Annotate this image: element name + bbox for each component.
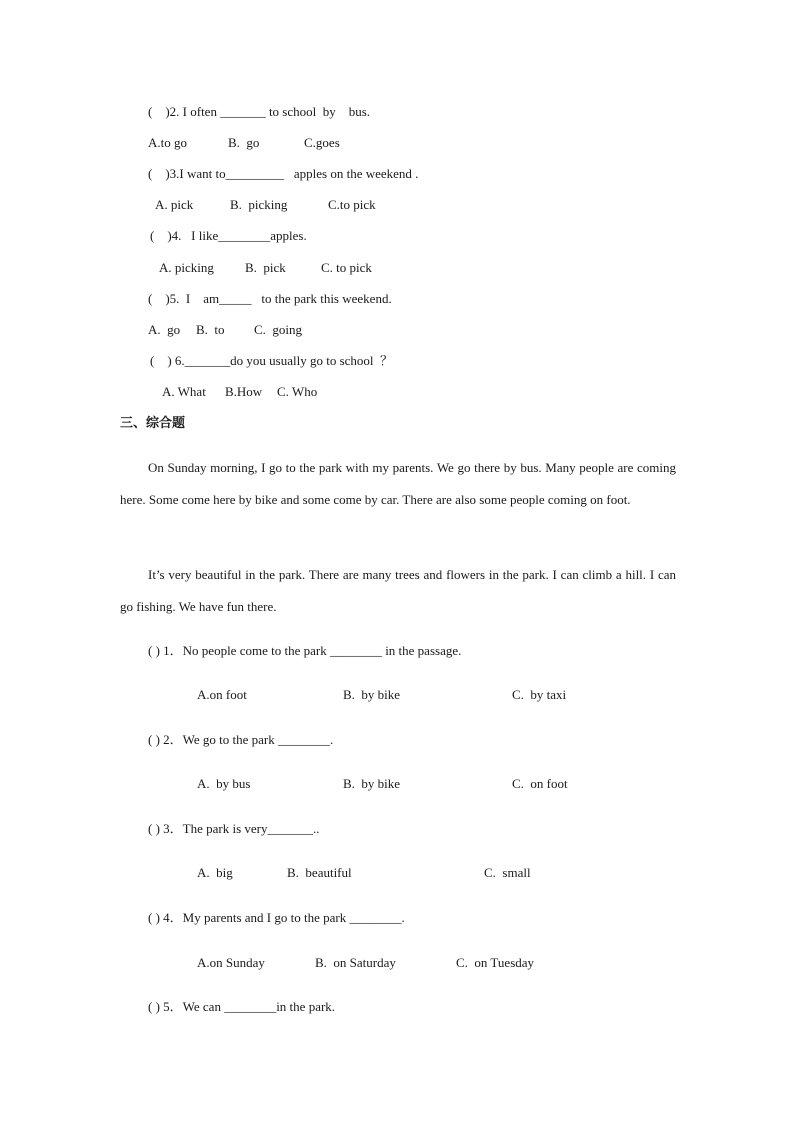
question-4-option-a: A. picking bbox=[159, 260, 214, 275]
question-2-option-a: A.to go bbox=[148, 135, 187, 150]
reading-question-2-option-c: C. on foot bbox=[512, 776, 568, 791]
reading-question-1-option-a: A.on foot bbox=[197, 687, 247, 702]
question-2-option-c: C.goes bbox=[304, 135, 340, 150]
passage-paragraph-2: It’s very beautiful in the park. There are many trees and flowers in the park. I can climb a hill. I can go fishing. We have fun there. bbox=[120, 567, 676, 614]
reading-question-2-option-a: A. by bus bbox=[197, 776, 251, 791]
question-4-option-c: C. to pick bbox=[321, 260, 372, 275]
question-2-option-b: B. go bbox=[228, 135, 260, 150]
reading-question-3-option-b: B. beautiful bbox=[287, 865, 352, 880]
question-4-option-b: B. pick bbox=[245, 260, 286, 275]
question-6-option-b: B.How bbox=[225, 384, 263, 399]
question-6-option-c: C. Who bbox=[277, 384, 318, 399]
question-3-option-c: C.to pick bbox=[328, 197, 376, 212]
passage-paragraph-1: On Sunday morning, I go to the park with my parents. We go there by bus. Many people are coming here. Some come here by bike and some come by car. There are also some people coming on foot. bbox=[120, 460, 676, 507]
question-2-stem: ( )2. I often _______ to school by bus. bbox=[148, 104, 371, 119]
question-3-option-b: B. picking bbox=[230, 197, 288, 212]
question-4-stem: ( )4. I like________apples. bbox=[150, 228, 307, 243]
question-5-option-c: C. going bbox=[254, 322, 303, 337]
reading-question-4-stem: ( ) 4．My parents and I go to the park ________. bbox=[148, 910, 405, 925]
reading-question-5-stem: ( ) 5．We can ________in the park. bbox=[148, 999, 336, 1014]
reading-question-1-stem: ( ) 1．No people come to the park ________ in the passage. bbox=[148, 643, 462, 658]
reading-question-1-option-c: C. by taxi bbox=[512, 687, 567, 702]
question-5-option-a: A. go bbox=[148, 322, 181, 337]
reading-question-2-option-b: B. by bike bbox=[343, 776, 401, 791]
reading-question-4-option-b: B. on Saturday bbox=[315, 955, 396, 970]
reading-question-3-option-c: C. small bbox=[484, 865, 531, 880]
reading-question-1-option-b: B. by bike bbox=[343, 687, 401, 702]
reading-question-3-stem: ( ) 3．The park is very_______.. bbox=[148, 821, 320, 836]
section-title: 三、综合题 bbox=[120, 416, 186, 431]
question-6-option-a: A. What bbox=[162, 384, 206, 399]
question-3-stem: ( )3.I want to_________ apples on the weekend . bbox=[148, 166, 419, 181]
question-5-option-b: B. to bbox=[196, 322, 225, 337]
reading-question-3-option-a: A. big bbox=[197, 865, 233, 880]
question-5-stem: ( )5. I am_____ to the park this weekend. bbox=[148, 291, 392, 306]
question-3-option-a: A. pick bbox=[155, 197, 194, 212]
reading-question-2-stem: ( ) 2．We go to the park ________. bbox=[148, 732, 334, 747]
reading-question-4-option-c: C. on Tuesday bbox=[456, 955, 535, 970]
reading-question-4-option-a: A.on Sunday bbox=[197, 955, 265, 970]
question-6-stem: ( ) 6._______do you usually go to school ？ bbox=[150, 353, 394, 368]
